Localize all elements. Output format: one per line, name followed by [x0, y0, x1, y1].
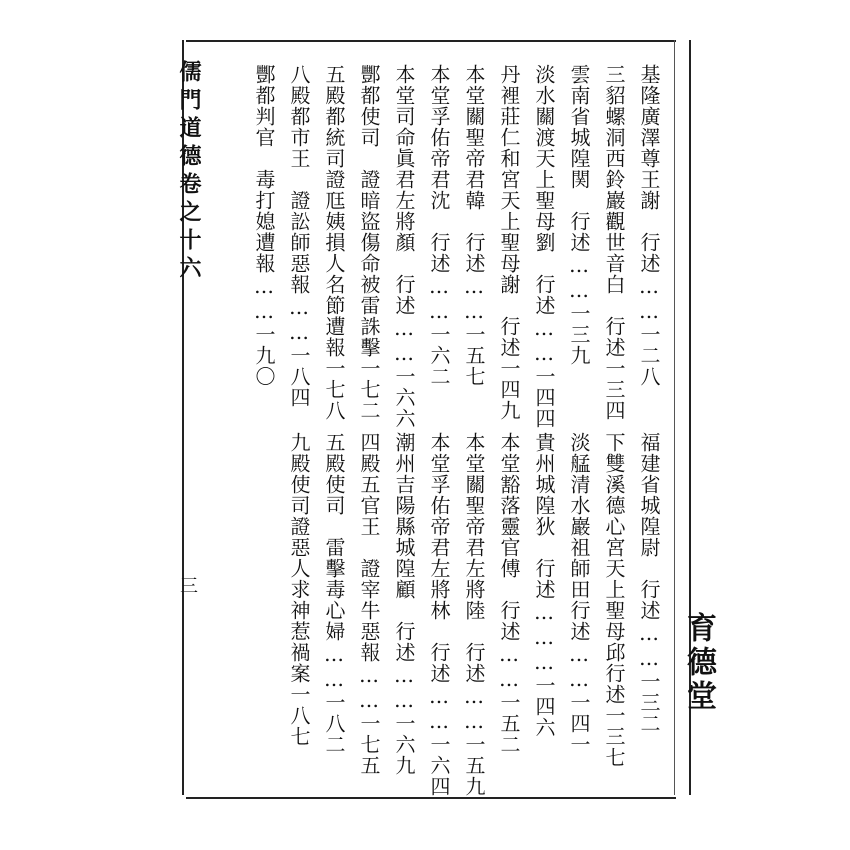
toc-entry-upper: 酆都使司 證暗盜傷命被雷誅擊一七二: [357, 64, 381, 421]
toc-entry-upper: 八殿都市王 證訟師惡報……一八四: [287, 64, 311, 408]
toc-entry-upper: 雲南省城隍関 行述……一三九: [567, 64, 591, 366]
spine-title: 儒門道德卷之十六: [176, 60, 202, 284]
toc-entry-lower: 四殿五官王 證宰牛惡報……一七五: [357, 432, 381, 776]
toc-entry-upper: 本堂孚佑帝君沈 行述……一六二: [427, 64, 451, 387]
toc-entry-upper: 本堂司命眞君左將顏 行述……一六六: [392, 64, 416, 429]
toc-entry-upper: 基隆廣澤尊王謝 行述……一二八: [637, 64, 661, 387]
toc-entry-lower: 九殿使司證惡人求神惹禍案一八七: [287, 432, 311, 747]
toc-entry-upper: 三貂螺洞西鈴巖觀世音白 行述一三四: [602, 64, 626, 421]
toc-entry-upper: 酆都判官 毒打媳遭報……一九〇: [252, 64, 276, 387]
toc-entry-upper: 淡水關渡天上聖母劉 行述……一四四: [532, 64, 556, 429]
toc-entry-lower: 下雙溪德心宮天上聖母邱行述一三七: [602, 432, 626, 768]
toc-entry-lower: 本堂孚佑帝君左將林 行述……一六四: [427, 432, 451, 797]
toc-entry-lower: 福建省城隍尉 行述……一三二: [637, 432, 661, 734]
toc-entry-upper: 丹裡莊仁和宮天上聖母謝 行述一四九: [497, 64, 521, 421]
spine-publisher: 育德堂: [681, 612, 716, 714]
toc-entry-lower: 本堂豁落靈官傅 行述……一五二: [497, 432, 521, 755]
toc-entry-lower: 五殿使司 雷擊毒心婦……一八二: [322, 432, 346, 755]
toc-entry-lower: 潮州吉陽縣城隍顧 行述……一六九: [392, 432, 416, 776]
toc-entry-upper: 本堂關聖帝君韓 行述……一五七: [462, 64, 486, 387]
page-number: 三: [180, 576, 198, 597]
toc-entry-lower: 本堂關聖帝君左將陸 行述……一五九: [462, 432, 486, 797]
toc-entry-upper: 五殿都統司證尫姨損人名節遭報一七八: [322, 64, 346, 421]
toc-entry-lower: 貴州城隍狄 行述………一四六: [532, 432, 556, 738]
toc-entry-lower: 淡艋清水巖祖師田行述……一四一: [567, 432, 591, 755]
